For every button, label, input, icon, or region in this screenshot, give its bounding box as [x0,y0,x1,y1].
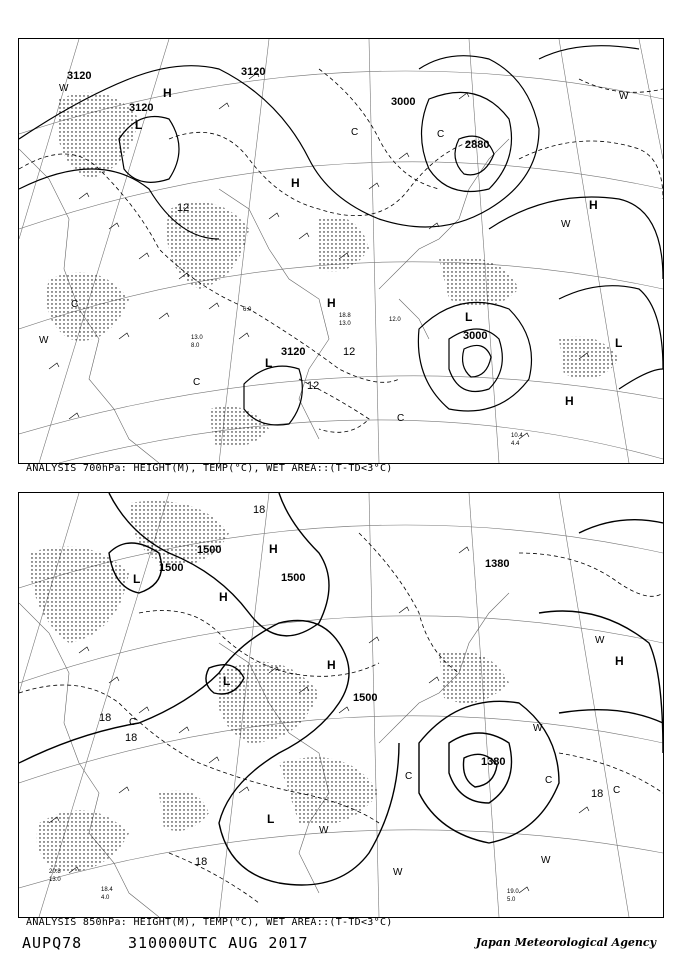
height-label: 3120 [281,346,306,358]
center-mark: L [265,356,273,370]
center-mark: H [163,86,172,100]
map-700hpa [18,38,664,464]
station-value: 13.0 [191,335,203,341]
temp-center-mark: W [393,867,403,878]
temp-center-mark: W [595,635,605,646]
temp-label: 18 [125,732,138,744]
temp-center-mark: W [561,219,571,230]
valid-time: 310000UTC AUG 2017 [128,934,309,952]
height-label: 1500 [159,562,184,574]
center-mark: H [291,176,300,190]
temp-label: 12 [177,202,190,214]
temp-center-mark: C [193,377,201,388]
height-label: 1380 [481,756,506,768]
station-value: 18.4 [101,887,113,893]
temp-center-mark: C [545,775,553,786]
height-label: 1380 [485,558,510,570]
temp-center-mark: W [319,825,329,836]
station-value: 6.0 [243,307,252,313]
station-value: 5.0 [507,897,516,903]
temp-label: 18 [99,712,112,724]
temp-label: 12 [307,380,320,392]
temp-center-mark: W [59,83,69,94]
product-id: AUPQ78 [22,934,83,952]
station-value: 12.0 [389,317,401,323]
station-value: 18.8 [339,313,351,319]
temp-center-mark: C [129,717,137,728]
map-850hpa-canvas [19,493,663,917]
graticule [19,493,663,917]
temp-center-mark: C [71,299,79,310]
station-value: 19.0 [507,889,519,895]
temp-center-mark: W [541,855,551,866]
center-mark: H [269,542,278,556]
temp-label: 18 [591,788,604,800]
height-label: 1500 [197,544,222,556]
temp-center-mark: C [437,129,445,140]
center-mark: H [589,198,598,212]
station-value: 20.8 [49,869,61,875]
center-mark: H [565,394,574,408]
caption-700hpa: ANALYSIS 700hPa: HEIGHT(M), TEMP(°C), WET AREA::(T-TD<3°C) [26,463,393,474]
height-label: 1500 [281,572,306,584]
temp-label: 18 [195,856,208,868]
wet-area [47,92,623,447]
height-label: 3000 [391,96,416,108]
temp-center-mark: W [533,723,543,734]
station-value: 4.0 [101,895,110,901]
center-mark: L [267,812,275,826]
height-label: 1500 [353,692,378,704]
temp-label: 12 [343,346,356,358]
center-mark: L [133,572,141,586]
map-700hpa-canvas [19,39,663,463]
station-value: 10.4 [511,433,523,439]
station-value: 4.4 [511,441,520,447]
height-label: 3120 [67,70,92,82]
height-label: 3120 [241,66,266,78]
height-label: 3120 [129,102,154,114]
temp-centers [129,635,620,878]
temp-center-mark: C [405,771,413,782]
temp-center-mark: W [39,335,49,346]
center-mark: H [219,590,228,604]
height-label: 3000 [463,330,488,342]
center-mark: L [465,310,473,324]
center-mark: H [615,654,624,668]
center-mark: L [135,118,143,132]
temp-center-mark: C [613,785,621,796]
temp-center-mark: W [619,91,629,102]
temp-center-mark: C [351,127,359,138]
temp-label: 18 [253,504,266,516]
center-mark: L [223,674,231,688]
height-label: 2880 [465,139,490,151]
center-mark: H [327,296,336,310]
station-value: 13.0 [339,321,351,327]
station-value: 13.0 [49,877,61,883]
caption-850hpa: ANALYSIS 850hPa: HEIGHT(M), TEMP(°C), WET AREA::(T-TD<3°C) [26,917,393,928]
map-850hpa [18,492,664,918]
agency-name: Japan Meteorological Agency [475,936,656,949]
center-mark: H [327,658,336,672]
center-mark: L [615,336,623,350]
station-value: 8.0 [191,343,200,349]
temp-center-mark: C [397,413,405,424]
